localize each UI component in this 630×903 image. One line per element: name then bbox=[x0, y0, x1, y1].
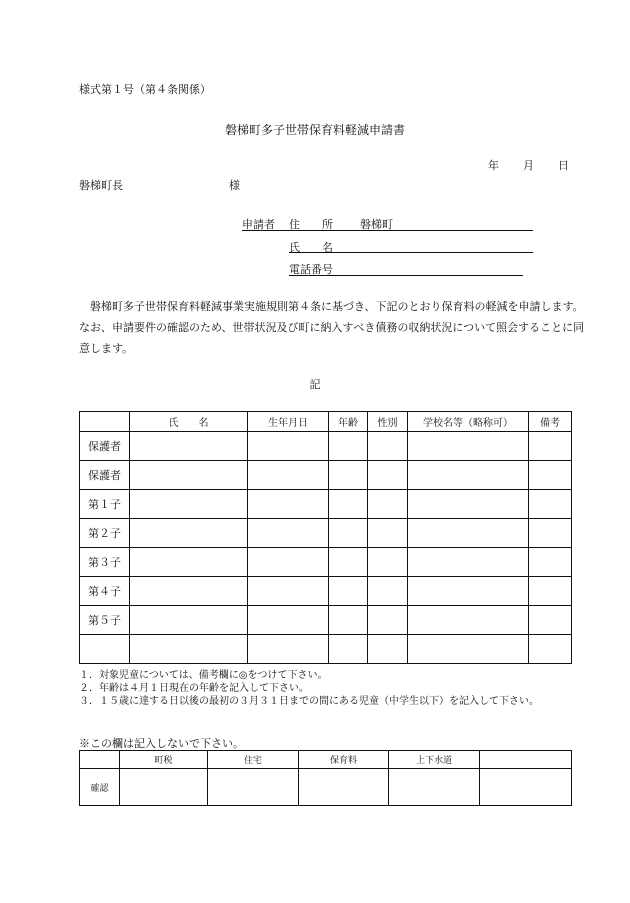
applicant-label: 申請者 bbox=[242, 218, 275, 231]
row-label: 保護者 bbox=[80, 461, 130, 490]
name-cell[interactable] bbox=[130, 461, 248, 490]
name-underline bbox=[289, 252, 533, 253]
birthdate-cell[interactable] bbox=[248, 461, 329, 490]
form-number: 様式第１号（第４条関係） bbox=[79, 83, 211, 96]
age-cell[interactable] bbox=[329, 548, 368, 577]
remarks-cell[interactable] bbox=[529, 490, 572, 519]
office-header-cell bbox=[480, 751, 572, 769]
table-row bbox=[80, 461, 572, 490]
confirm-cell bbox=[389, 769, 480, 806]
phone-label: 電話番号 bbox=[289, 263, 333, 276]
school-cell[interactable] bbox=[408, 606, 529, 635]
gender-cell[interactable] bbox=[368, 635, 408, 664]
header-school: 学校名等（略称可） bbox=[408, 412, 529, 432]
row-label: 第４子 bbox=[80, 577, 130, 606]
date-day-label: 日 bbox=[558, 159, 569, 172]
note-item: １．対象児童については、備考欄に◎をつけて下さい。 bbox=[79, 670, 328, 681]
header-remarks: 備考 bbox=[529, 412, 572, 432]
age-cell[interactable] bbox=[329, 490, 368, 519]
header-name: 氏 名 bbox=[130, 412, 248, 432]
table-row bbox=[80, 490, 572, 519]
row-label: 第３子 bbox=[80, 548, 130, 577]
school-cell[interactable] bbox=[408, 461, 529, 490]
honorific: 様 bbox=[229, 179, 240, 192]
birthdate-cell[interactable] bbox=[248, 432, 329, 461]
confirm-cell bbox=[208, 769, 299, 806]
age-cell[interactable] bbox=[329, 635, 368, 664]
addressee: 磐梯町長 bbox=[79, 179, 123, 192]
address-label: 住 所 bbox=[289, 218, 333, 231]
header-birthdate: 生年月日 bbox=[248, 412, 329, 432]
name-cell[interactable] bbox=[130, 432, 248, 461]
office-header-cell bbox=[80, 751, 120, 769]
header-gender: 性別 bbox=[368, 412, 408, 432]
office-header-housing: 住宅 bbox=[208, 751, 299, 769]
name-cell[interactable] bbox=[130, 606, 248, 635]
remarks-cell[interactable] bbox=[529, 519, 572, 548]
gender-cell[interactable] bbox=[368, 519, 408, 548]
school-cell[interactable] bbox=[408, 519, 529, 548]
address-underline bbox=[242, 230, 533, 231]
name-cell[interactable] bbox=[130, 490, 248, 519]
birthdate-cell[interactable] bbox=[248, 548, 329, 577]
birthdate-cell[interactable] bbox=[248, 519, 329, 548]
birthdate-cell[interactable] bbox=[248, 635, 329, 664]
date-year-label: 年 bbox=[488, 159, 499, 172]
table-row bbox=[80, 635, 572, 664]
name-label: 氏 名 bbox=[289, 241, 333, 254]
name-cell[interactable] bbox=[130, 577, 248, 606]
date-month-label: 月 bbox=[523, 159, 534, 172]
gender-cell[interactable] bbox=[368, 548, 408, 577]
table-row bbox=[80, 606, 572, 635]
header-age: 年齢 bbox=[329, 412, 368, 432]
row-label bbox=[80, 635, 130, 664]
address-value: 磐梯町 bbox=[360, 218, 393, 231]
school-cell[interactable] bbox=[408, 432, 529, 461]
notes-list bbox=[79, 669, 539, 708]
name-cell[interactable] bbox=[130, 519, 248, 548]
confirm-cell bbox=[299, 769, 389, 806]
office-header-municipal-tax: 町税 bbox=[120, 751, 208, 769]
age-cell[interactable] bbox=[329, 432, 368, 461]
phone-underline bbox=[289, 275, 523, 276]
remarks-cell[interactable] bbox=[529, 606, 572, 635]
remarks-cell[interactable] bbox=[529, 548, 572, 577]
birthdate-cell[interactable] bbox=[248, 606, 329, 635]
confirm-label: 確認 bbox=[80, 769, 120, 806]
note-item: ３．１５歳に達する日以後の最初の３月３１日までの間にある児童（中学生以下）を記入して下さい。 bbox=[79, 696, 539, 707]
confirm-cell bbox=[120, 769, 208, 806]
office-use-table bbox=[79, 750, 572, 806]
row-label: 第１子 bbox=[80, 490, 130, 519]
gender-cell[interactable] bbox=[368, 490, 408, 519]
age-cell[interactable] bbox=[329, 461, 368, 490]
gender-cell[interactable] bbox=[368, 461, 408, 490]
name-cell[interactable] bbox=[130, 548, 248, 577]
birthdate-cell[interactable] bbox=[248, 577, 329, 606]
paragraph-text: 磐梯町多子世帯保育料軽減事業実施規則第４条に基づき、下記のとおり保育料の軽減を申請します。なお、申請要件の確認のため、世帯状況及び町に納入すべき債務の収納状況について照会することに同意します。 bbox=[79, 300, 585, 355]
table-row bbox=[80, 548, 572, 577]
age-cell[interactable] bbox=[329, 519, 368, 548]
school-cell[interactable] bbox=[408, 635, 529, 664]
office-header-row bbox=[80, 751, 572, 769]
age-cell[interactable] bbox=[329, 577, 368, 606]
gender-cell[interactable] bbox=[368, 577, 408, 606]
confirm-cell bbox=[480, 769, 572, 806]
note-item: ２．年齢は４月１日現在の年齢を記入して下さい。 bbox=[79, 683, 309, 694]
application-paragraph bbox=[79, 296, 589, 359]
name-cell[interactable] bbox=[130, 635, 248, 664]
office-confirm-row bbox=[80, 769, 572, 806]
remarks-cell[interactable] bbox=[529, 461, 572, 490]
school-cell[interactable] bbox=[408, 490, 529, 519]
birthdate-cell[interactable] bbox=[248, 490, 329, 519]
row-label: 保護者 bbox=[80, 432, 130, 461]
school-cell[interactable] bbox=[408, 577, 529, 606]
office-note: ※この欄は記入しないで下さい。 bbox=[79, 737, 244, 750]
page-title: 磐梯町多子世帯保育料軽減申請書 bbox=[224, 123, 405, 137]
row-label: 第２子 bbox=[80, 519, 130, 548]
table-row bbox=[80, 519, 572, 548]
gender-cell[interactable] bbox=[368, 432, 408, 461]
school-cell[interactable] bbox=[408, 548, 529, 577]
table-row bbox=[80, 432, 572, 461]
office-header-childcare-fee: 保育料 bbox=[299, 751, 389, 769]
remarks-cell[interactable] bbox=[529, 577, 572, 606]
row-label: 第５子 bbox=[80, 606, 130, 635]
ki-heading: 記 bbox=[309, 378, 321, 391]
header-cell bbox=[80, 412, 130, 432]
age-cell[interactable] bbox=[329, 606, 368, 635]
table-header-row bbox=[80, 412, 572, 432]
office-header-water-sewer: 上下水道 bbox=[389, 751, 480, 769]
remarks-cell[interactable] bbox=[529, 432, 572, 461]
table-row bbox=[80, 577, 572, 606]
gender-cell[interactable] bbox=[368, 606, 408, 635]
remarks-cell[interactable] bbox=[529, 635, 572, 664]
household-table bbox=[79, 411, 572, 664]
